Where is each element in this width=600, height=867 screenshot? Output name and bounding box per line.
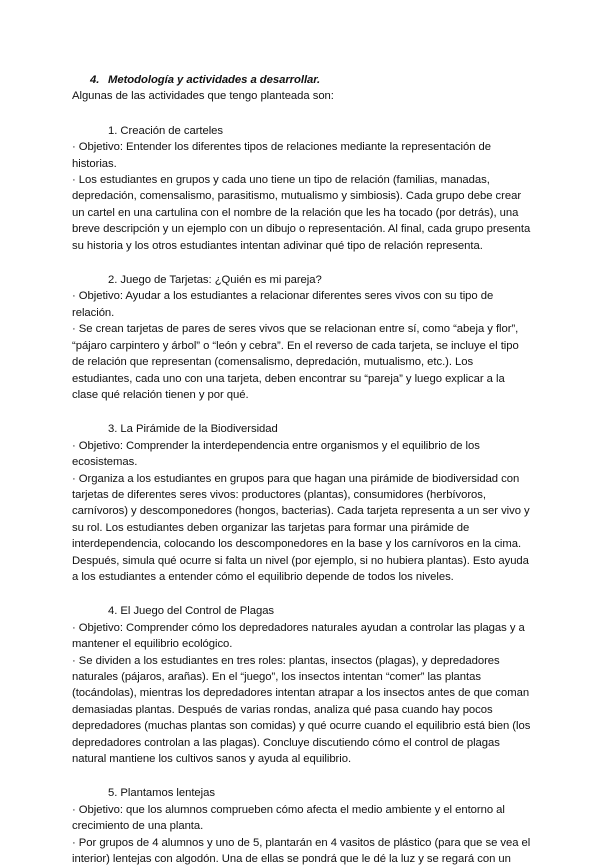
activity-title: 3. La Pirámide de la Biodiversidad: [108, 423, 278, 436]
activity-3: [72, 421, 532, 585]
activity-objective: · Objetivo: Comprender la interdependencia entre organismos y el equilibrio de los ecosistemas.: [72, 439, 480, 469]
activity-2: [72, 272, 532, 403]
activity-description: · Organiza a los estudiantes en grupos para que hagan una pirámide de biodiversidad con tarjetas de diferentes seres vivos: productores (plantas), consumidores (herbívoros, carnívoros) y descomponedores (hongos, bacterias). Cada tarjeta representa a un ser vivo y su rol. Los estudiantes deben organizar las tarjetas para formar una pirámide de interdependencia, colocando los descomponedores en la base y los carnívoros en la cima. Después, simula qué ocurre si falta un nivel (por ejemplo, si no hubiera plantas). Esto ayuda a los estudiantes a entender cómo el equilibrio depende de todos los niveles.: [72, 472, 530, 583]
section-heading: [72, 72, 532, 88]
activity-objective: · Objetivo: que los alumnos comprueben cómo afecta el medio ambiente y el entorno al crecimiento de una planta.: [72, 803, 505, 833]
activity-objective: · Objetivo: Entender los diferentes tipos de relaciones mediante la representación de historias.: [72, 141, 492, 170]
document-page: [72, 72, 532, 867]
activity-1: [72, 123, 532, 254]
activity-description: · Se crean tarjetas de pares de seres vivos que se relacionan entre sí, como “abeja y flor”, “pájaro carpintero y árbol” o “león y cebra”. En el reverso de cada tarjeta, se incluye el tipo de relación que representan (comensalismo, depredación, mutualismo, etc.). Los estudiantes, cada uno con una tarjeta, deben encontrar su “pareja” y luego explicar a la clase qué relación tienen y por qué.: [72, 323, 519, 401]
activity-objective: · Objetivo: Ayudar a los estudiantes a relacionar diferentes seres vivos con su tipo de relación.: [72, 290, 494, 319]
section-title: Metodología y actividades a desarrollar.: [108, 74, 321, 86]
section-number: 4.: [90, 74, 100, 86]
activity-4: [72, 603, 532, 767]
activity-title: 5. Plantamos lentejas: [108, 787, 215, 800]
activity-title: 1. Creación de carteles: [108, 124, 224, 137]
activity-description: · Los estudiantes en grupos y cada uno tiene un tipo de relación (familias, manadas, depredación, comensalismo, parasitismo, mutualismo y simbiosis). Cada grupo debe crear un cartel en una cartulina con el nombre de la relación que les ha tocado (por detrás), una breve descripción y un ejemplo con un dibujo o representación. Al final, cada grupo presenta su historia y los otros estudiantes intentan adivinar qué tipo de relación representa.: [72, 174, 531, 252]
activity-title: 4. El Juego del Control de Plagas: [108, 605, 275, 618]
activity-5: [72, 785, 532, 867]
activity-description: · Por grupos de 4 alumnos y uno de 5, plantarán en 4 vasitos de plástico (para que se vea el interior) lentejas con algodón. Una de ellas se pondrá que le dé la luz y se regará con un: [72, 836, 531, 866]
activity-description: · Se dividen a los estudiantes en tres roles: plantas, insectos (plagas), y depredadores naturales (pájaros, arañas). En el “juego”, los insectos intentan “comer” las plantas (tocándolas), mientras los depredadores intentan atrapar a los insectos antes de que coman demasiadas plantas. Después de varias rondas, analiza qué pasa cuando hay pocos depredadores (muchas plantas son comidas) y qué ocurre cuando el equilibrio está bien (los depredadores controlan a las plagas). Concluye discutiendo cómo el control de plagas natural mantiene los cultivos sanos y ayuda al equilibrio.: [72, 654, 531, 766]
activity-title: 2. Juego de Tarjetas: ¿Quién es mi pareja?: [108, 274, 322, 287]
activity-objective: · Objetivo: Comprender cómo los depredadores naturales ayudan a controlar las plagas y a mantener el equilibrio ecológico.: [72, 621, 525, 651]
intro-text: Algunas de las actividades que tengo planteada son:: [72, 90, 334, 103]
